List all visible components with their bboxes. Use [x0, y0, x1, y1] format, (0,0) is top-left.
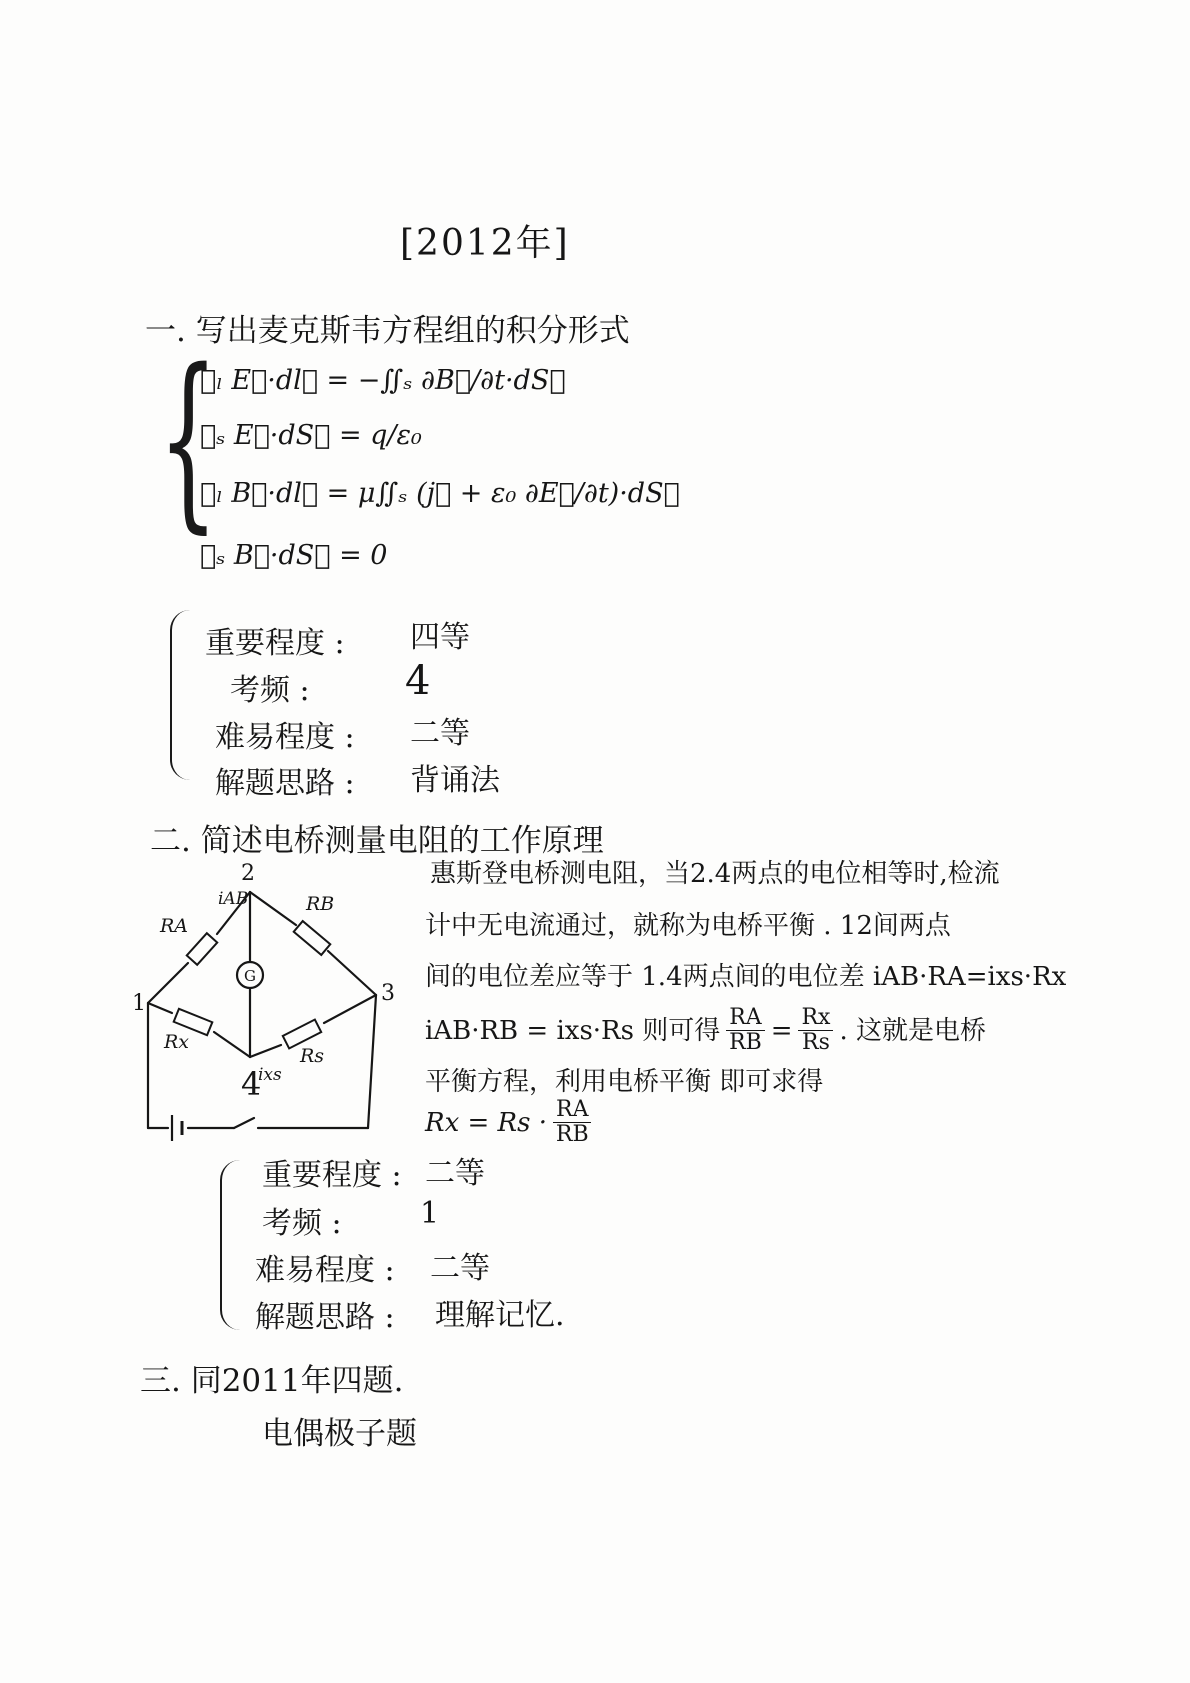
fraction-final-den: RB	[555, 1122, 589, 1147]
wire-4-to-rs	[250, 1045, 281, 1057]
q2-answer-line-1: 惠斯登电桥测电阻，当2.4两点的电位相等时,检流	[430, 859, 1000, 889]
label-rx: Rx	[164, 1031, 190, 1053]
q2-approach-value: 理解记忆.	[435, 1298, 565, 1333]
q1-frequency-value: 4	[405, 658, 431, 704]
q1-difficulty-value: 二等	[410, 716, 470, 751]
wire-1-to-rx	[148, 1003, 172, 1013]
q2-importance-value: 二等	[425, 1156, 485, 1191]
q2-answer-line-4-tail: . 这就是电桥	[839, 1015, 986, 1046]
q3-sub: 电偶极子题	[262, 1416, 417, 1452]
label-rb: RB	[306, 893, 335, 915]
q2-difficulty-label: 难易程度 :	[255, 1253, 395, 1288]
fraction-rx-rs-den: Rs	[802, 1030, 830, 1055]
equation-gauss-electric: ∯ₛ E⃗·dS⃗ = q/ε₀	[200, 420, 422, 451]
q1-equations-brace: {	[158, 329, 219, 550]
q1-heading: 一. 写出麦克斯韦方程组的积分形式	[145, 313, 630, 349]
switch-lever	[234, 1118, 254, 1128]
q1-difficulty-label: 难易程度 :	[215, 720, 355, 755]
q1-importance-label: 重要程度 :	[205, 626, 345, 661]
q2-answer-line-2: 计中无电流通过，就称为电桥平衡 . 12间两点	[425, 911, 951, 941]
label-rs: Rs	[300, 1045, 325, 1067]
q2-answer-line-3: 间的电位差应等于 1.4两点间的电位差 iAB·RA=ixs·Rx	[425, 962, 1067, 992]
fraction-ra-rb	[726, 1006, 764, 1055]
q1-importance-value: 四等	[410, 620, 470, 655]
q2-importance-label: 重要程度 :	[262, 1158, 402, 1193]
wire-rb-to-3	[328, 951, 376, 995]
fraction-rx-rs	[798, 1006, 833, 1055]
node-label-top: 2	[241, 861, 255, 886]
node-label-left: 1	[132, 991, 146, 1016]
q2-final-formula	[425, 1098, 591, 1147]
wire-right-up	[368, 995, 376, 1128]
wire-1-to-ra	[148, 963, 188, 1003]
label-ra: RA	[160, 915, 189, 937]
equals-sign: =	[770, 1015, 793, 1046]
q1-frequency-label: 考频 :	[230, 673, 310, 708]
q2-frequency-value: 1	[420, 1196, 440, 1231]
q3-heading: 三. 同2011年四题.	[140, 1363, 404, 1399]
q2-meta-bracket	[220, 1160, 242, 1330]
current-label-bottom: ixs	[258, 1065, 282, 1085]
galvanometer-label: G	[244, 967, 256, 985]
fraction-ra-rb-num: RA	[726, 1006, 764, 1031]
q2-heading: 二. 简述电桥测量电阻的工作原理	[150, 823, 604, 859]
fraction-final	[553, 1098, 591, 1147]
equation-ampere-maxwell: ∮ₗ B⃗·dl⃗ = μ∬ₛ (j⃗ + ε₀ ∂E⃗/∂t)·dS⃗	[200, 478, 680, 509]
q2-difficulty-value: 二等	[430, 1251, 490, 1286]
q2-answer-line-5: 平衡方程，利用电桥平衡 即可求得	[425, 1067, 824, 1097]
wheatstone-bridge-diagram	[128, 860, 418, 1150]
fraction-final-num: RA	[553, 1098, 591, 1123]
q1-approach-label: 解题思路 :	[215, 766, 355, 801]
q1-approach-value: 背诵法	[410, 763, 500, 798]
q2-answer-line-4	[425, 1006, 986, 1055]
wire-rx-to-4	[214, 1032, 250, 1057]
current-label-top: iAB	[218, 889, 249, 909]
node-label-bottom: 4	[241, 1065, 262, 1103]
page-title: [2012年]	[400, 223, 570, 264]
q1-meta-bracket	[170, 610, 192, 780]
equation-faraday: ∮ₗ E⃗·dl⃗ = −∬ₛ ∂B⃗/∂t·dS⃗	[200, 365, 566, 396]
q2-final-lhs: Rx = Rs ·	[425, 1107, 548, 1138]
fraction-rx-rs-num: Rx	[798, 1006, 833, 1031]
q2-frequency-label: 考频 :	[262, 1206, 342, 1241]
wire-2-to-rb	[250, 892, 296, 925]
q2-answer-line-4-text: iAB·RB = ixs·Rs 则可得	[425, 1015, 721, 1046]
wire-rs-to-3	[324, 995, 376, 1023]
node-label-right: 3	[381, 981, 395, 1006]
resistor-ra	[187, 933, 217, 965]
q2-approach-label: 解题思路 :	[255, 1300, 395, 1335]
equation-gauss-magnetic: ∯ₛ B⃗·dS⃗ = 0	[200, 540, 388, 571]
fraction-ra-rb-den: RB	[729, 1030, 762, 1055]
resistor-rb	[294, 921, 331, 955]
